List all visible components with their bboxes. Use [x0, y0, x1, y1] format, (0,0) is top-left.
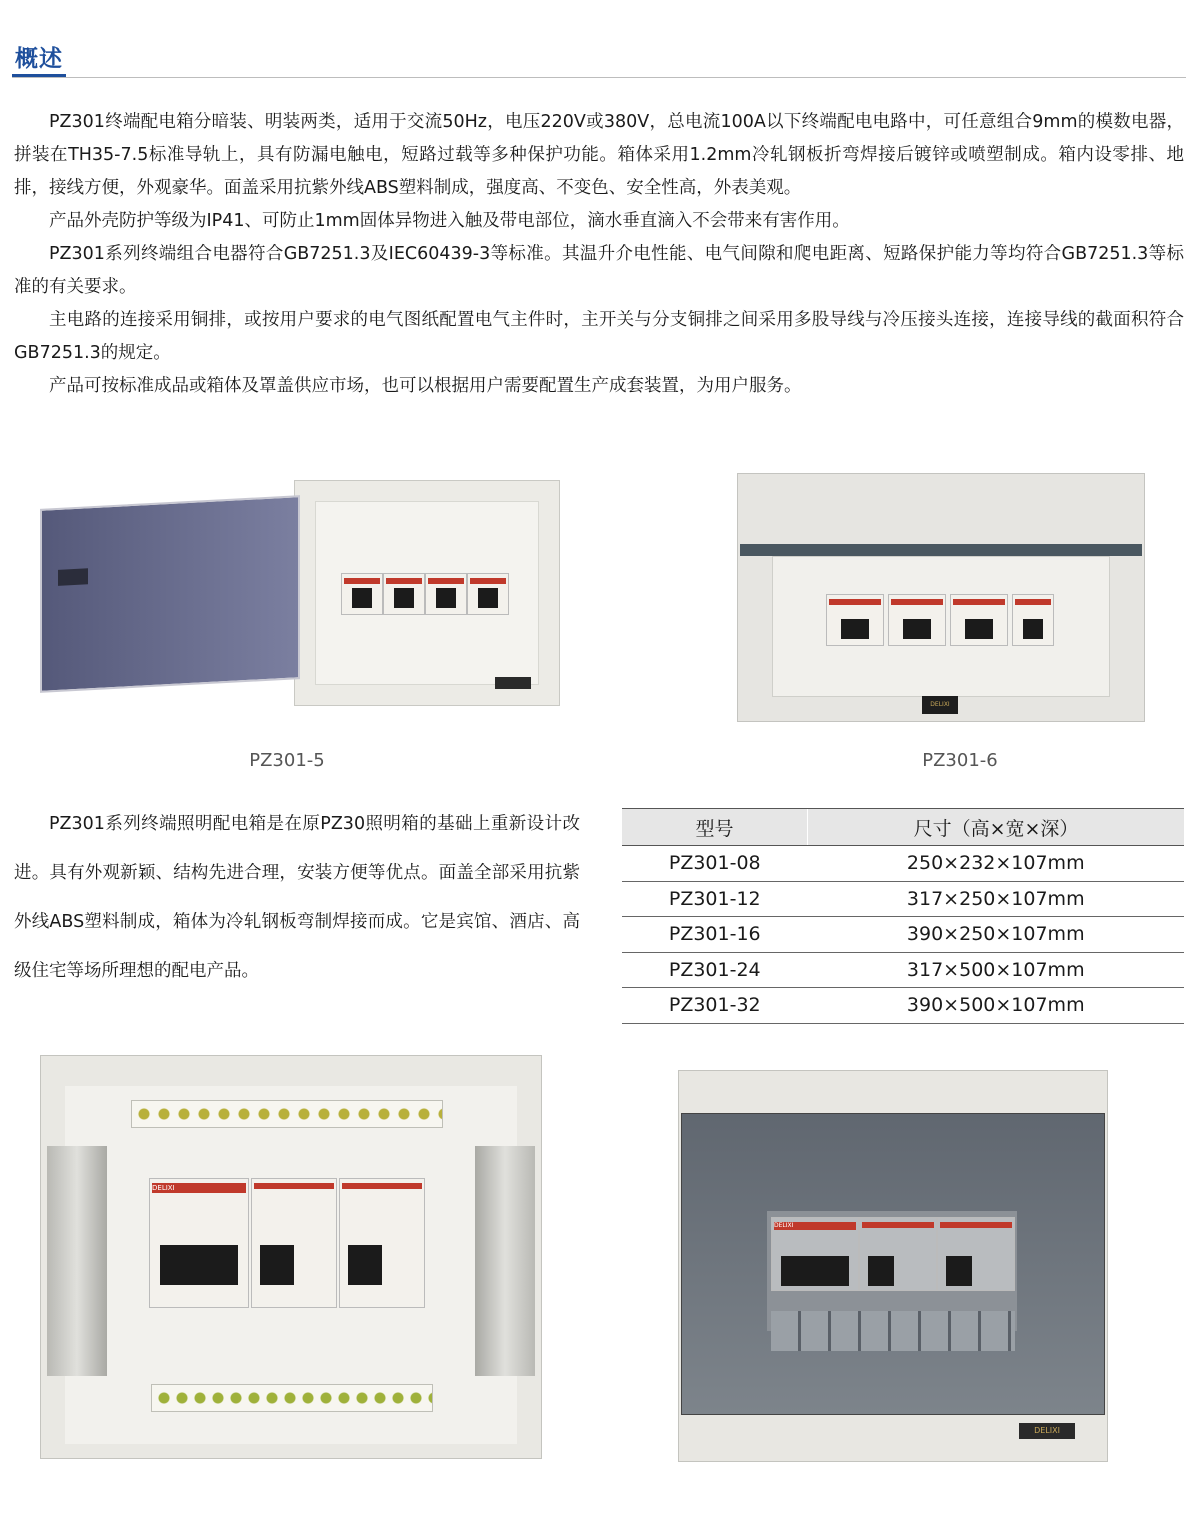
- breaker: [467, 573, 509, 615]
- table-row: [622, 881, 1184, 917]
- breaker: [149, 1178, 249, 1308]
- cell-model: PZ301-32: [622, 988, 808, 1024]
- cell-size: 317×500×107mm: [808, 952, 1185, 988]
- breaker: [251, 1178, 337, 1308]
- product-description: PZ301系列终端照明配电箱是在原PZ30照明箱的基础上重新设计改进。具有外观新颖、结构先进合理，安装方便等优点。面盖全部采用抗紫外线ABS塑料制成，箱体为冷轧钢板弯制焊接而成。它是宾馆、酒店、高级住宅等场所理想的配电产品。: [14, 814, 580, 981]
- intro-paragraph: 产品可按标准成品或箱体及罩盖供应市场，也可以根据用户需要配置生产成套装置，为用户服务。: [49, 376, 802, 396]
- cell-size: 390×500×107mm: [808, 988, 1185, 1024]
- breaker: [341, 573, 383, 615]
- breaker: [950, 594, 1008, 646]
- breaker: [383, 573, 425, 615]
- header-size: 尺寸（高×宽×深）: [808, 809, 1185, 846]
- box-body: [294, 480, 560, 706]
- table-row: [622, 952, 1184, 988]
- nameplate: DELIXI: [922, 696, 958, 714]
- intro-paragraph: 主电路的连接采用铜排，或按用户要求的电气图纸配置电气主件时，主开关与分支铜排之间采用多股导线与冷压接头连接，连接导线的截面积符合GB7251.3的规定。: [14, 310, 1184, 363]
- spec-table: [622, 808, 1184, 1024]
- product-photo-cover-box: [678, 1070, 1108, 1462]
- cell-model: PZ301-08: [622, 846, 808, 882]
- cell-model: PZ301-16: [622, 917, 808, 953]
- breaker: [1012, 594, 1054, 646]
- door-handle: [58, 568, 88, 586]
- table-row: [622, 917, 1184, 953]
- breaker: [937, 1217, 1015, 1291]
- side-bracket-left: [47, 1146, 107, 1376]
- cell-size: 317×250×107mm: [808, 881, 1185, 917]
- header-model: 型号: [622, 809, 808, 846]
- product-photo-pz301-6: [737, 473, 1145, 722]
- breaker: [888, 594, 946, 646]
- cell-size: 390×250×107mm: [808, 917, 1185, 953]
- intro-paragraph: 产品外壳防护等级为IP41、可防止1mm固体异物进入触及带电部位，滴水垂直滴入不会带来有害作用。: [49, 211, 850, 231]
- cell-model: PZ301-24: [622, 952, 808, 988]
- breaker: [771, 1217, 859, 1291]
- brand-label: DELIXI: [774, 1222, 856, 1230]
- table-header-row: [622, 809, 1184, 846]
- side-bracket-right: [475, 1146, 535, 1376]
- intro-paragraph: PZ301终端配电箱分暗装、明装两类，适用于交流50Hz，电压220V或380V，总电流100A以下终端配电电路中，可任意组合9mm的模数电器，拼装在TH35-7.5标准导轨上，具有防漏电触电，短路过载等多种保护功能。箱体采用1.2mm冷轧钢板折弯焊接后镀锌或喷塑制成。箱内设零排、地排，接线方便，外观豪华。面盖采用抗紫外线ABS塑料制成，强度高、不变色、安全性高，外表美观。: [14, 112, 1184, 198]
- nameplate: [495, 677, 531, 689]
- table-row: [622, 846, 1184, 882]
- brand-label: DELIXI: [152, 1183, 246, 1193]
- product-photo-pz301-5: [38, 480, 560, 706]
- table-row: [622, 988, 1184, 1024]
- section-title: 概述: [15, 46, 63, 72]
- blank-cover-row: [771, 1311, 1015, 1351]
- intro-text: [14, 106, 1184, 403]
- breaker: [826, 594, 884, 646]
- cell-model: PZ301-12: [622, 881, 808, 917]
- caption-pz301-5: PZ301-5: [249, 750, 325, 771]
- open-door: [40, 495, 300, 693]
- intro-paragraph: PZ301系列终端组合电器符合GB7251.3及IEC60439-3等标准。其温升介电性能、电气间隙和爬电距离、短路保护能力等均符合GB7251.3等标准的有关要求。: [14, 244, 1184, 297]
- title-divider: [12, 77, 1186, 78]
- breaker: [859, 1217, 937, 1291]
- nameplate: DELIXI: [1019, 1423, 1075, 1439]
- ground-bar: [151, 1384, 433, 1412]
- breaker: [339, 1178, 425, 1308]
- caption-pz301-6: PZ301-6: [922, 750, 998, 771]
- neutral-bar: [131, 1100, 443, 1128]
- product-photo-open-box: [40, 1055, 542, 1459]
- clear-cover: [740, 544, 1142, 556]
- breaker: [425, 573, 467, 615]
- cell-size: 250×232×107mm: [808, 846, 1185, 882]
